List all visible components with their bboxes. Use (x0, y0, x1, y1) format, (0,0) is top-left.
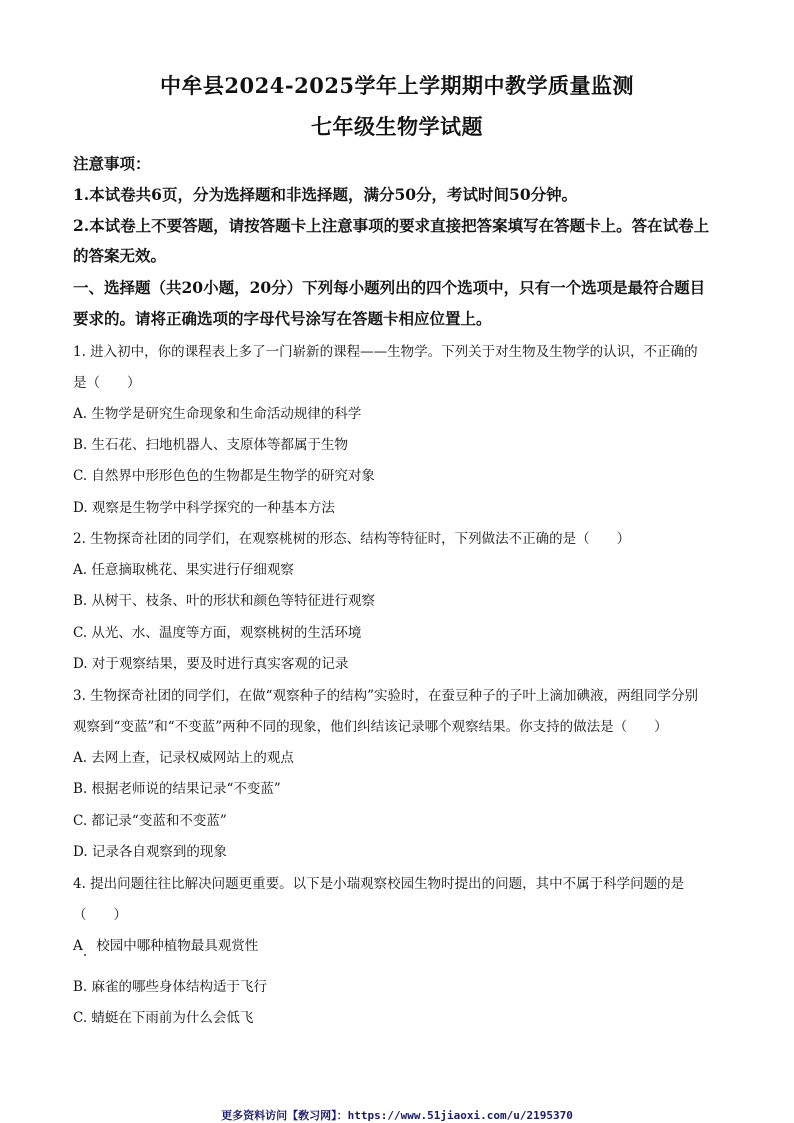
section-instructions-line-1: 一、选择题（共20小题，20分）下列每小题列出的四个选项中，只有一个选项是最符合题目 (73, 278, 706, 297)
question-4-stem-line-1: 4. 提出问题往往比解决问题更重要。以下是小瑞观察校园生物时提出的问题，其中不属于科学问题的是 (73, 876, 685, 892)
question-2-option-a: A. 任意摘取桃花、果实进行仔细观察 (73, 562, 294, 578)
section-instructions-line-2: 要求的。请将正确选项的字母代号涂写在答题卡相应位置上。 (73, 309, 492, 328)
question-1-option-a: A. 生物学是研究生命现象和生命活动规律的科学 (73, 406, 362, 422)
footer-link[interactable]: 更多资料访问【敎习网】：https://www.51jiaoxi.com/u/2195370 (221, 1109, 573, 1122)
note-item-1: 1.本试卷共6页，分为选择题和非选择题，满分50分，考试时间50分钟。 (73, 185, 578, 204)
question-1-option-d: D. 观察是生物学中科学探究的一种基本方法 (73, 500, 335, 516)
note-item-2-line-2: 的答案无效。 (73, 246, 167, 265)
question-3-stem-line-2: 观察到“变蓝”和“不变蓝”两种不同的现象，他们纠结该记录哪个观察结果。你支持的做法是（ ） (73, 719, 668, 735)
question-3-option-a: A. 去网上查，记录权威网站上的观点 (73, 750, 294, 766)
question-4-stem-line-2: （ ） (73, 907, 127, 923)
notes-heading: 注意事项： (73, 154, 151, 173)
question-4-option-b: B. 麻雀的哪些身体结构适于飞行 (73, 979, 268, 995)
question-4-option-a: A 校园中哪种植物最具观赏性 (73, 938, 259, 954)
question-1-stem-line-2: 是（ ） (73, 375, 141, 391)
question-2-option-d: D. 对于观察结果，要及时进行真实客观的记录 (73, 656, 349, 672)
stray-dot-mark (84, 954, 86, 956)
question-2-stem-line-1: 2. 生物探奇社团的同学们，在观察桃树的形态、结构等特征时，下列做法不正确的是（ ） (73, 531, 631, 547)
note-item-2-line-1: 2.本试卷上不要答题，请按答题卡上注意事项的要求直接把答案填写在答题卡上。答在试卷上 (73, 216, 710, 235)
question-3-stem-line-1: 3. 生物探奇社团的同学们，在做“观察种子的结构”实验时，在蚕豆种子的子叶上滴加碘液，两组同学分别 (73, 688, 698, 704)
exam-subtitle: 七年级生物学试题 (311, 114, 483, 139)
question-3-option-b: B. 根据老师说的结果记录“不变蓝” (73, 781, 281, 797)
question-1-option-c: C. 自然界中形形色色的生物都是生物学的研究对象 (73, 468, 375, 484)
question-1-stem-line-1: 1. 进入初中，你的课程表上多了一门崭新的课程——生物学。下列关于对生物及生物学的认识，不正确的 (73, 344, 698, 360)
question-2-option-b: B. 从树干、枝条、叶的形状和颜色等特征进行观察 (73, 593, 376, 609)
question-2-option-c: C. 从光、水、温度等方面，观察桃树的生活环境 (73, 625, 362, 641)
question-1-option-b: B. 生石花、扫地机器人、支原体等都属于生物 (73, 437, 349, 453)
exam-title: 中牟县2024-2025学年上学期期中教学质量监测 (159, 73, 635, 98)
question-3-option-d: D. 记录各自观察到的现象 (73, 844, 227, 860)
question-4-option-c: C. 蜻蜓在下雨前为什么会低飞 (73, 1010, 254, 1026)
question-3-option-c: C. 都记录“变蓝和不变蓝” (73, 813, 227, 829)
